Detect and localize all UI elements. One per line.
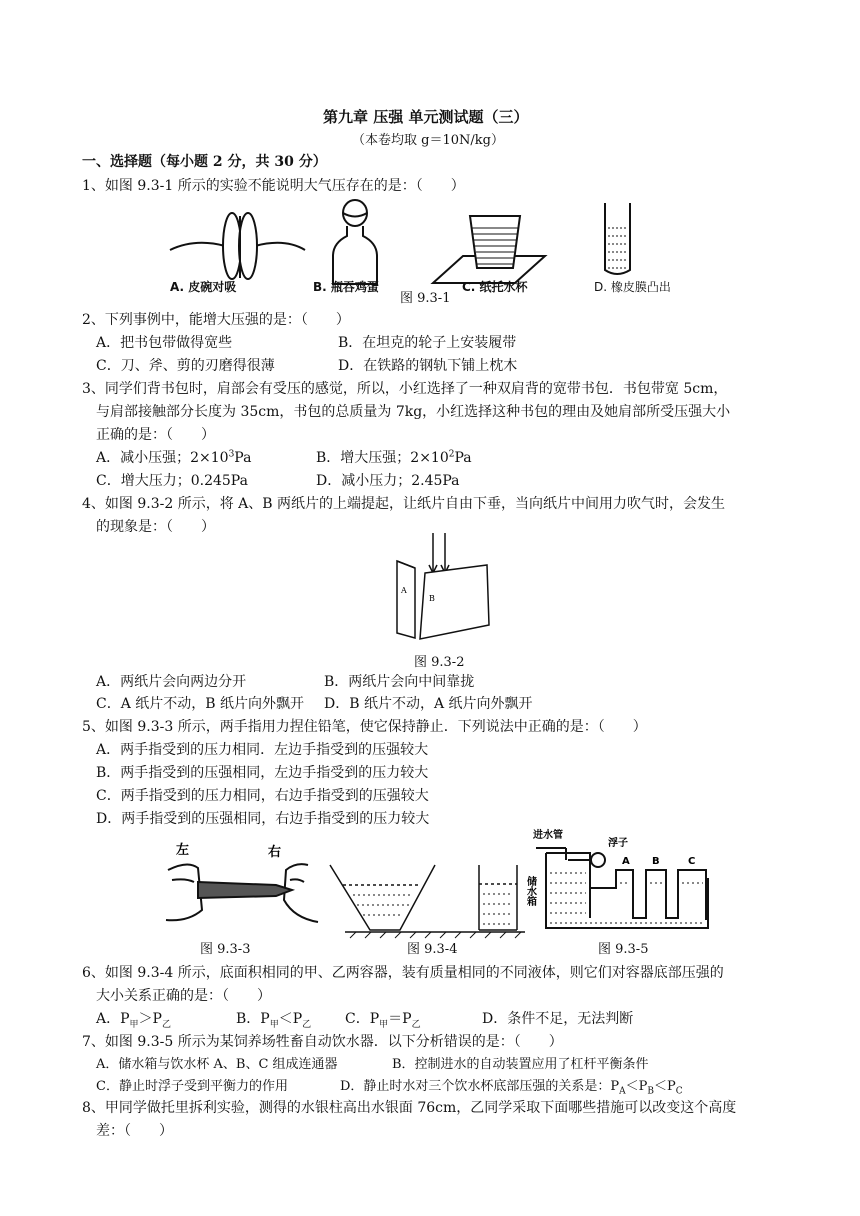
question-4-option-c: C．A 纸片不动，B 纸片向外飘开 bbox=[96, 696, 305, 712]
figure-caption-9-3-2: 图 9.3-2 bbox=[414, 655, 465, 670]
question-8-line-1: 8、甲同学做托里拆利实验，测得的水银柱高出水银面 76cm，乙同学采取下面哪些措施可以改变这个高度 bbox=[82, 1100, 737, 1116]
paper-a-label: A bbox=[401, 586, 407, 595]
question-3-line-3: 正确的是：（ ） bbox=[96, 427, 215, 443]
fig1-label-c: C. 纸托水杯 bbox=[462, 280, 528, 294]
question-3-line-2: 与肩部接触部分长度为 35cm，书包的总质量为 7kg，小红选择这种书包的理由及她肩部所受压强大小 bbox=[96, 404, 731, 420]
question-3-option-a: A．减小压强；$2\times 10^3Pa$ bbox=[96, 449, 252, 466]
pipe-label: 进水管 bbox=[533, 830, 563, 841]
question-7-option-a: A．储水箱与饮水杯 A、B、C 组成连通器 bbox=[96, 1057, 338, 1072]
question-6-option-a: A．$P_甲>P_乙$ bbox=[96, 1011, 171, 1030]
question-3-option-d: D．减小压力；2.45Pa bbox=[316, 473, 460, 489]
question-2-option-d: D．在铁路的钢轨下铺上枕木 bbox=[338, 358, 518, 374]
figure-9-3-2 bbox=[385, 533, 500, 645]
figure-9-3-4 bbox=[325, 860, 525, 940]
question-2-option-a: A．把书包带做得宽些 bbox=[96, 335, 233, 351]
figure-caption-9-3-1: 图 9.3-1 bbox=[400, 291, 451, 306]
membrane-tube-drawing bbox=[605, 203, 630, 274]
question-4-option-a: A．两纸片会向两边分开 bbox=[96, 674, 247, 690]
question-1-stem: 1、如图 9.3-1 所示的实验不能说明大气压存在的是：（ ） bbox=[82, 178, 465, 194]
section-heading: 一、选择题（每小题 2 分，共 30 分） bbox=[82, 154, 327, 170]
fig1-label-b: B. 瓶吞鸡蛋 bbox=[313, 280, 379, 294]
question-7-option-b: B．控制进水的自动装置应用了杠杆平衡条件 bbox=[392, 1057, 649, 1072]
question-5-option-b: B．两手指受到的压强相同，左边手指受到的压力较大 bbox=[96, 765, 429, 781]
figure-9-3-5 bbox=[524, 828, 713, 940]
tank-label: 储水箱 bbox=[524, 876, 536, 906]
left-label: 左 bbox=[176, 843, 190, 858]
figure-caption-9-3-3: 图 9.3-3 bbox=[200, 942, 251, 957]
bottle-egg-drawing bbox=[333, 200, 377, 284]
question-5-option-d: D．两手指受到的压强相同，右边手指受到的压力较大 bbox=[96, 811, 430, 827]
cup-c-label: C bbox=[688, 856, 696, 867]
question-6-line-2: 大小关系正确的是：（ ） bbox=[96, 988, 271, 1004]
question-3-option-c: C．增大压力；0.245Pa bbox=[96, 473, 248, 489]
question-4-option-b: B．两纸片会向中间靠拢 bbox=[324, 674, 475, 690]
figure-caption-9-3-5: 图 9.3-5 bbox=[598, 942, 649, 957]
float-label: 浮子 bbox=[608, 838, 628, 849]
question-3-line-1: 3、同学们背书包时，肩部会有受压的感觉，所以，小红选择了一种双肩背的宽带书包．书包带宽 5cm， bbox=[82, 381, 728, 397]
question-7-option-c: C．静止时浮子受到平衡力的作用 bbox=[96, 1079, 288, 1094]
question-8-line-2: 差：（ ） bbox=[96, 1123, 173, 1139]
right-label: 右 bbox=[268, 845, 282, 860]
question-6-line-1: 6、如图 9.3-4 所示，底面积相同的甲、乙两容器，装有质量相同的不同液体，则它们对容器底部压强的 bbox=[82, 965, 724, 981]
question-6-option-b: B．$P_甲<P_乙$ bbox=[236, 1011, 312, 1030]
question-6-option-d: D．条件不足，无法判断 bbox=[482, 1011, 634, 1027]
figure-caption-9-3-4: 图 9.3-4 bbox=[407, 942, 458, 957]
question-4-line-2: 的现象是：（ ） bbox=[96, 519, 215, 535]
question-3-option-b: B．增大压强；$2\times 10^2Pa$ bbox=[316, 449, 472, 466]
question-4-line-1: 4、如图 9.3-2 所示，将 A、B 两纸片的上端提起，让纸片自由下垂，当向纸片中间用力吹气时，会发生 bbox=[82, 496, 726, 512]
fig1-label-d: D. 橡皮膜凸出 bbox=[594, 280, 671, 294]
question-2-option-b: B．在坦克的轮子上安装履带 bbox=[338, 335, 517, 351]
question-5-option-a: A．两手指受到的压力相同．左边手指受到的压强较大 bbox=[96, 742, 429, 758]
page-subtitle: （本卷均取 g＝10N/kg） bbox=[352, 133, 504, 148]
question-2-stem: 2、下列事例中，能增大压强的是：（ ） bbox=[82, 312, 350, 328]
cup-a-label: A bbox=[622, 856, 630, 867]
question-5-stem: 5、如图 9.3-3 所示，两手指用力捏住铅笔，使它保持静止．下列说法中正确的是：（ ） bbox=[82, 719, 647, 735]
question-6-option-c: C．$P_甲=P_乙$ bbox=[345, 1011, 421, 1030]
paper-cup-drawing bbox=[433, 216, 545, 283]
suction-cups-drawing bbox=[170, 213, 305, 279]
fig1-label-a: A. 皮碗对吸 bbox=[170, 280, 237, 294]
page-title: 第九章 压强 单元测试题（三） bbox=[323, 108, 529, 126]
cup-b-label: B bbox=[652, 856, 660, 867]
figure-9-3-3 bbox=[158, 840, 328, 935]
question-7-stem: 7、如图 9.3-5 所示为某饲养场牲畜自动饮水器．以下分析错误的是：（ ） bbox=[82, 1034, 563, 1050]
question-4-option-d: D．B 纸片不动，A 纸片向外飘开 bbox=[324, 696, 533, 712]
question-2-option-c: C．刀、斧、剪的刃磨得很薄 bbox=[96, 358, 275, 374]
paper-b-label: B bbox=[429, 594, 435, 603]
question-7-option-d: D．静止时水对三个饮水杯底部压强的关系是：$P_A<P_B<P_C$ bbox=[340, 1079, 683, 1097]
question-5-option-c: C．两手指受到的压力相同，右边手指受到的压强较大 bbox=[96, 788, 429, 804]
